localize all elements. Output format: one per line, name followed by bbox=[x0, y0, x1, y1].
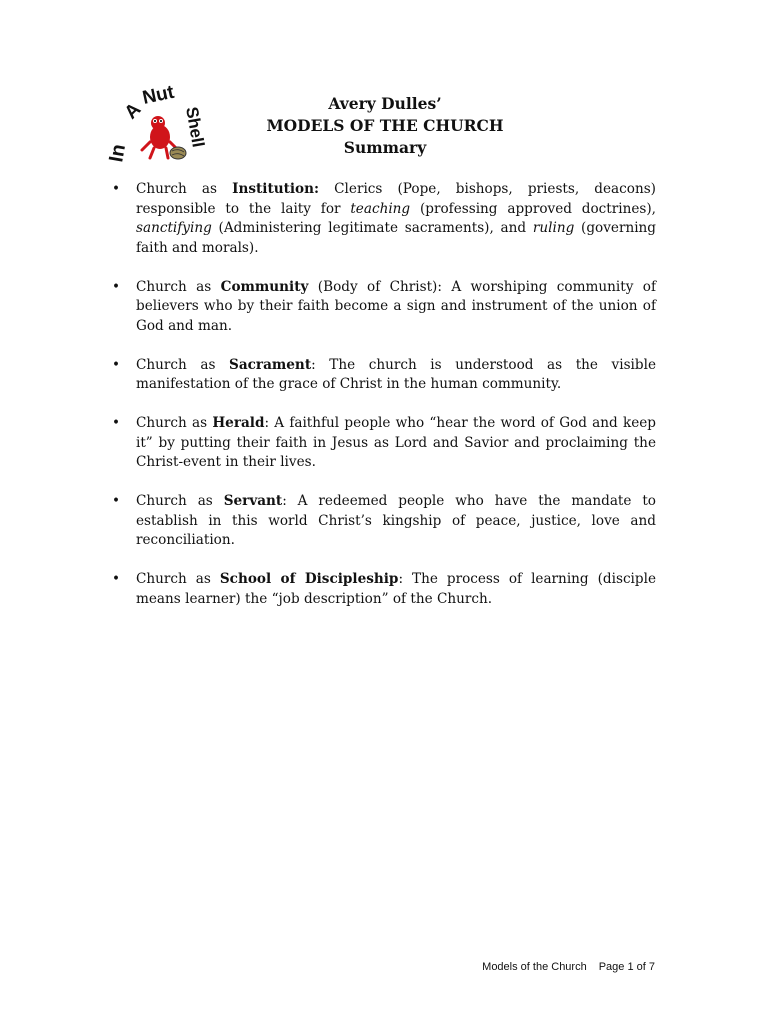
item-emphasis: teaching bbox=[350, 200, 411, 217]
item-text: (professing approved doctrines), bbox=[410, 200, 657, 217]
footer-page-number: Page 1 of 7 bbox=[598, 961, 655, 973]
header-title: MODELS OF THE CHURCH bbox=[266, 116, 504, 135]
in-a-nutshell-logo bbox=[105, 81, 208, 170]
list-item bbox=[112, 180, 656, 258]
document-header bbox=[230, 93, 540, 159]
logo-text-in: In bbox=[105, 142, 131, 164]
item-prefix: Church as bbox=[136, 356, 230, 373]
item-text: (governing faith and morals). bbox=[136, 220, 657, 256]
item-term: Community bbox=[220, 278, 309, 295]
item-text: : A faithful people who “hear the word of God and keep it” by putting their faith in Jesus as Lord and Savior and proclaiming the Christ-event in their lives. bbox=[136, 415, 656, 470]
header-subtitle: Summary bbox=[343, 138, 427, 157]
item-prefix: Church as bbox=[136, 415, 213, 431]
models-list bbox=[112, 180, 656, 629]
item-text: : A redeemed people who have the mandate to establish in this world Christ’s kingship of peace, justice, love and reconciliation. bbox=[136, 493, 656, 548]
bullet-icon: • bbox=[112, 356, 121, 373]
bullet-icon: • bbox=[112, 415, 121, 431]
list-item bbox=[112, 570, 656, 609]
item-term: Sacrament bbox=[229, 356, 312, 373]
item-term: Herald bbox=[212, 415, 265, 431]
logo-text-nut: Nut bbox=[140, 81, 177, 109]
list-item bbox=[112, 492, 656, 551]
item-prefix: Church as bbox=[136, 181, 233, 197]
list-item bbox=[112, 278, 656, 337]
list-item bbox=[112, 356, 656, 395]
item-prefix: Church as bbox=[136, 278, 221, 295]
item-emphasis: sanctifying bbox=[136, 220, 212, 236]
page-footer bbox=[482, 961, 655, 973]
bullet-icon: • bbox=[112, 493, 121, 509]
item-text: (Body of Christ): A worshiping community of believers who by their faith become a sign and instrument of the union of God and man. bbox=[136, 278, 656, 334]
item-term: School of Discipleship bbox=[219, 571, 399, 587]
list-item bbox=[112, 414, 656, 473]
header-author: Avery Dulles’ bbox=[328, 94, 442, 113]
logo-text-shell: Shell bbox=[182, 105, 208, 149]
item-emphasis: ruling bbox=[532, 220, 575, 236]
item-prefix: Church as bbox=[136, 493, 224, 509]
logo-text-a: A bbox=[120, 98, 146, 124]
bullet-icon: • bbox=[112, 278, 121, 295]
item-text: : The church is understood as the visible manifestation of the grace of Christ in the human community. bbox=[136, 356, 656, 392]
nut-icon bbox=[170, 147, 186, 159]
item-text: (Administering legitimate sacraments), and bbox=[211, 220, 533, 236]
bullet-icon: • bbox=[112, 571, 121, 587]
item-term: Institution: bbox=[232, 181, 320, 197]
bullet-icon: • bbox=[112, 181, 121, 197]
footer-doc-title: Models of the Church bbox=[482, 961, 587, 973]
item-text: : The process of learning (disciple means learner) the “job description” of the Church. bbox=[136, 571, 656, 607]
item-prefix: Church as bbox=[136, 571, 220, 587]
item-text: Clerics (Pope, bishops, priests, deacons) responsible to the laity for bbox=[136, 181, 656, 217]
item-term: Servant bbox=[223, 493, 283, 509]
